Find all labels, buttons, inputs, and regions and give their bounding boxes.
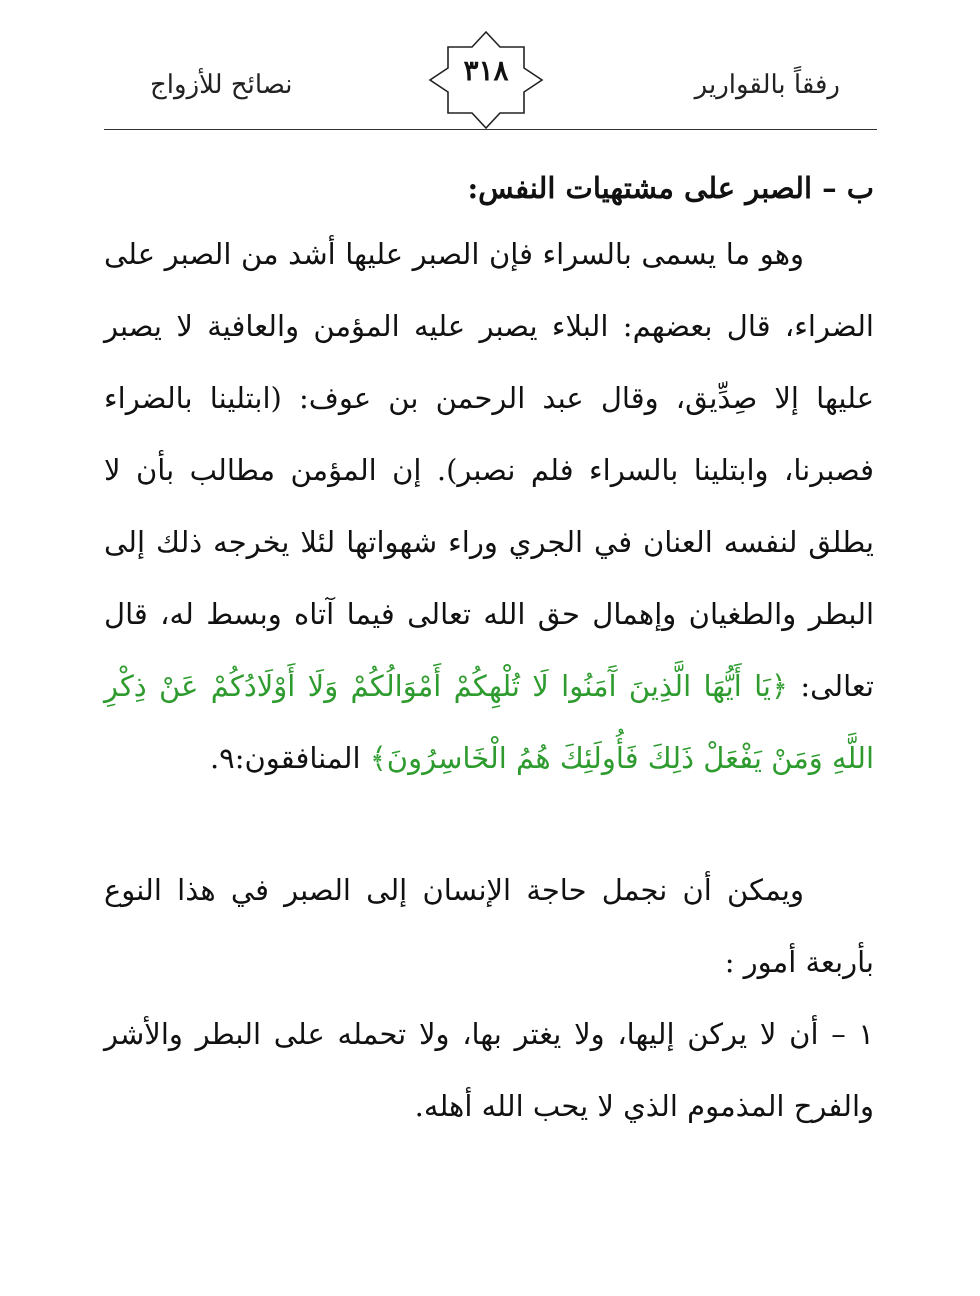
header-left-title: نصائح للأزواج (150, 70, 293, 100)
page-number-badge (428, 30, 544, 130)
quran-verse: ﴿يَا أَيُّهَا الَّذِينَ آَمَنُوا لَا تُلْهِكُمْ أَمْوَالُكُمْ وَلَا أَوْلَادُكُمْ عَنْ ذِكْرِ اللَّهِ وَمَنْ يَفْعَلْ ذَلِكَ فَأُولَئِكَ هُمُ الْخَاسِرُونَ﴾ (104, 669, 874, 775)
paragraph-four-matters: ويمكن أن نجمل حاجة الإنسان إلى الصبر في هذا النوع بأربعة أمور : (104, 873, 874, 979)
section-heading: ب – الصبر على مشتهيات النفس: (467, 171, 874, 205)
verse-citation: المنافقون:٩. (209, 741, 370, 775)
list-item-1: ١ – أن لا يركن إليها، ولا يغتر بها، ولا تحمله على البطر والأشر والفرح المذموم الذي لا يحب الله أهله. (104, 1017, 874, 1123)
header-divider (104, 129, 877, 130)
paragraph-text: وهو ما يسمى بالسراء فإن الصبر عليها أشد من الصبر على الضراء، قال بعضهم: البلاء يصبر عليه المؤمن والعافية لا يصبر عليها إلا صِدِّيق، وقال عبد الرحمن بن عوف: (ابتلينا بالضراء فصبرنا، وابتلينا بالسراء فلم نصبر). إن المؤمن مطالب بأن لا يطلق لنفسه العنان في الجري وراء شهواتها لئلا يخرجه ذلك إلى البطر والطغيان وإهمال حق الله تعالى فيما آتاه وبسط له، قال تعالى: (104, 237, 874, 703)
paragraph-sarraa (104, 218, 874, 794)
page-number: ٣١٨ (463, 54, 509, 87)
page-body (104, 158, 874, 1142)
header-right-title: رفقاً بالقوارير (694, 70, 840, 100)
paragraph-gap (104, 794, 874, 854)
